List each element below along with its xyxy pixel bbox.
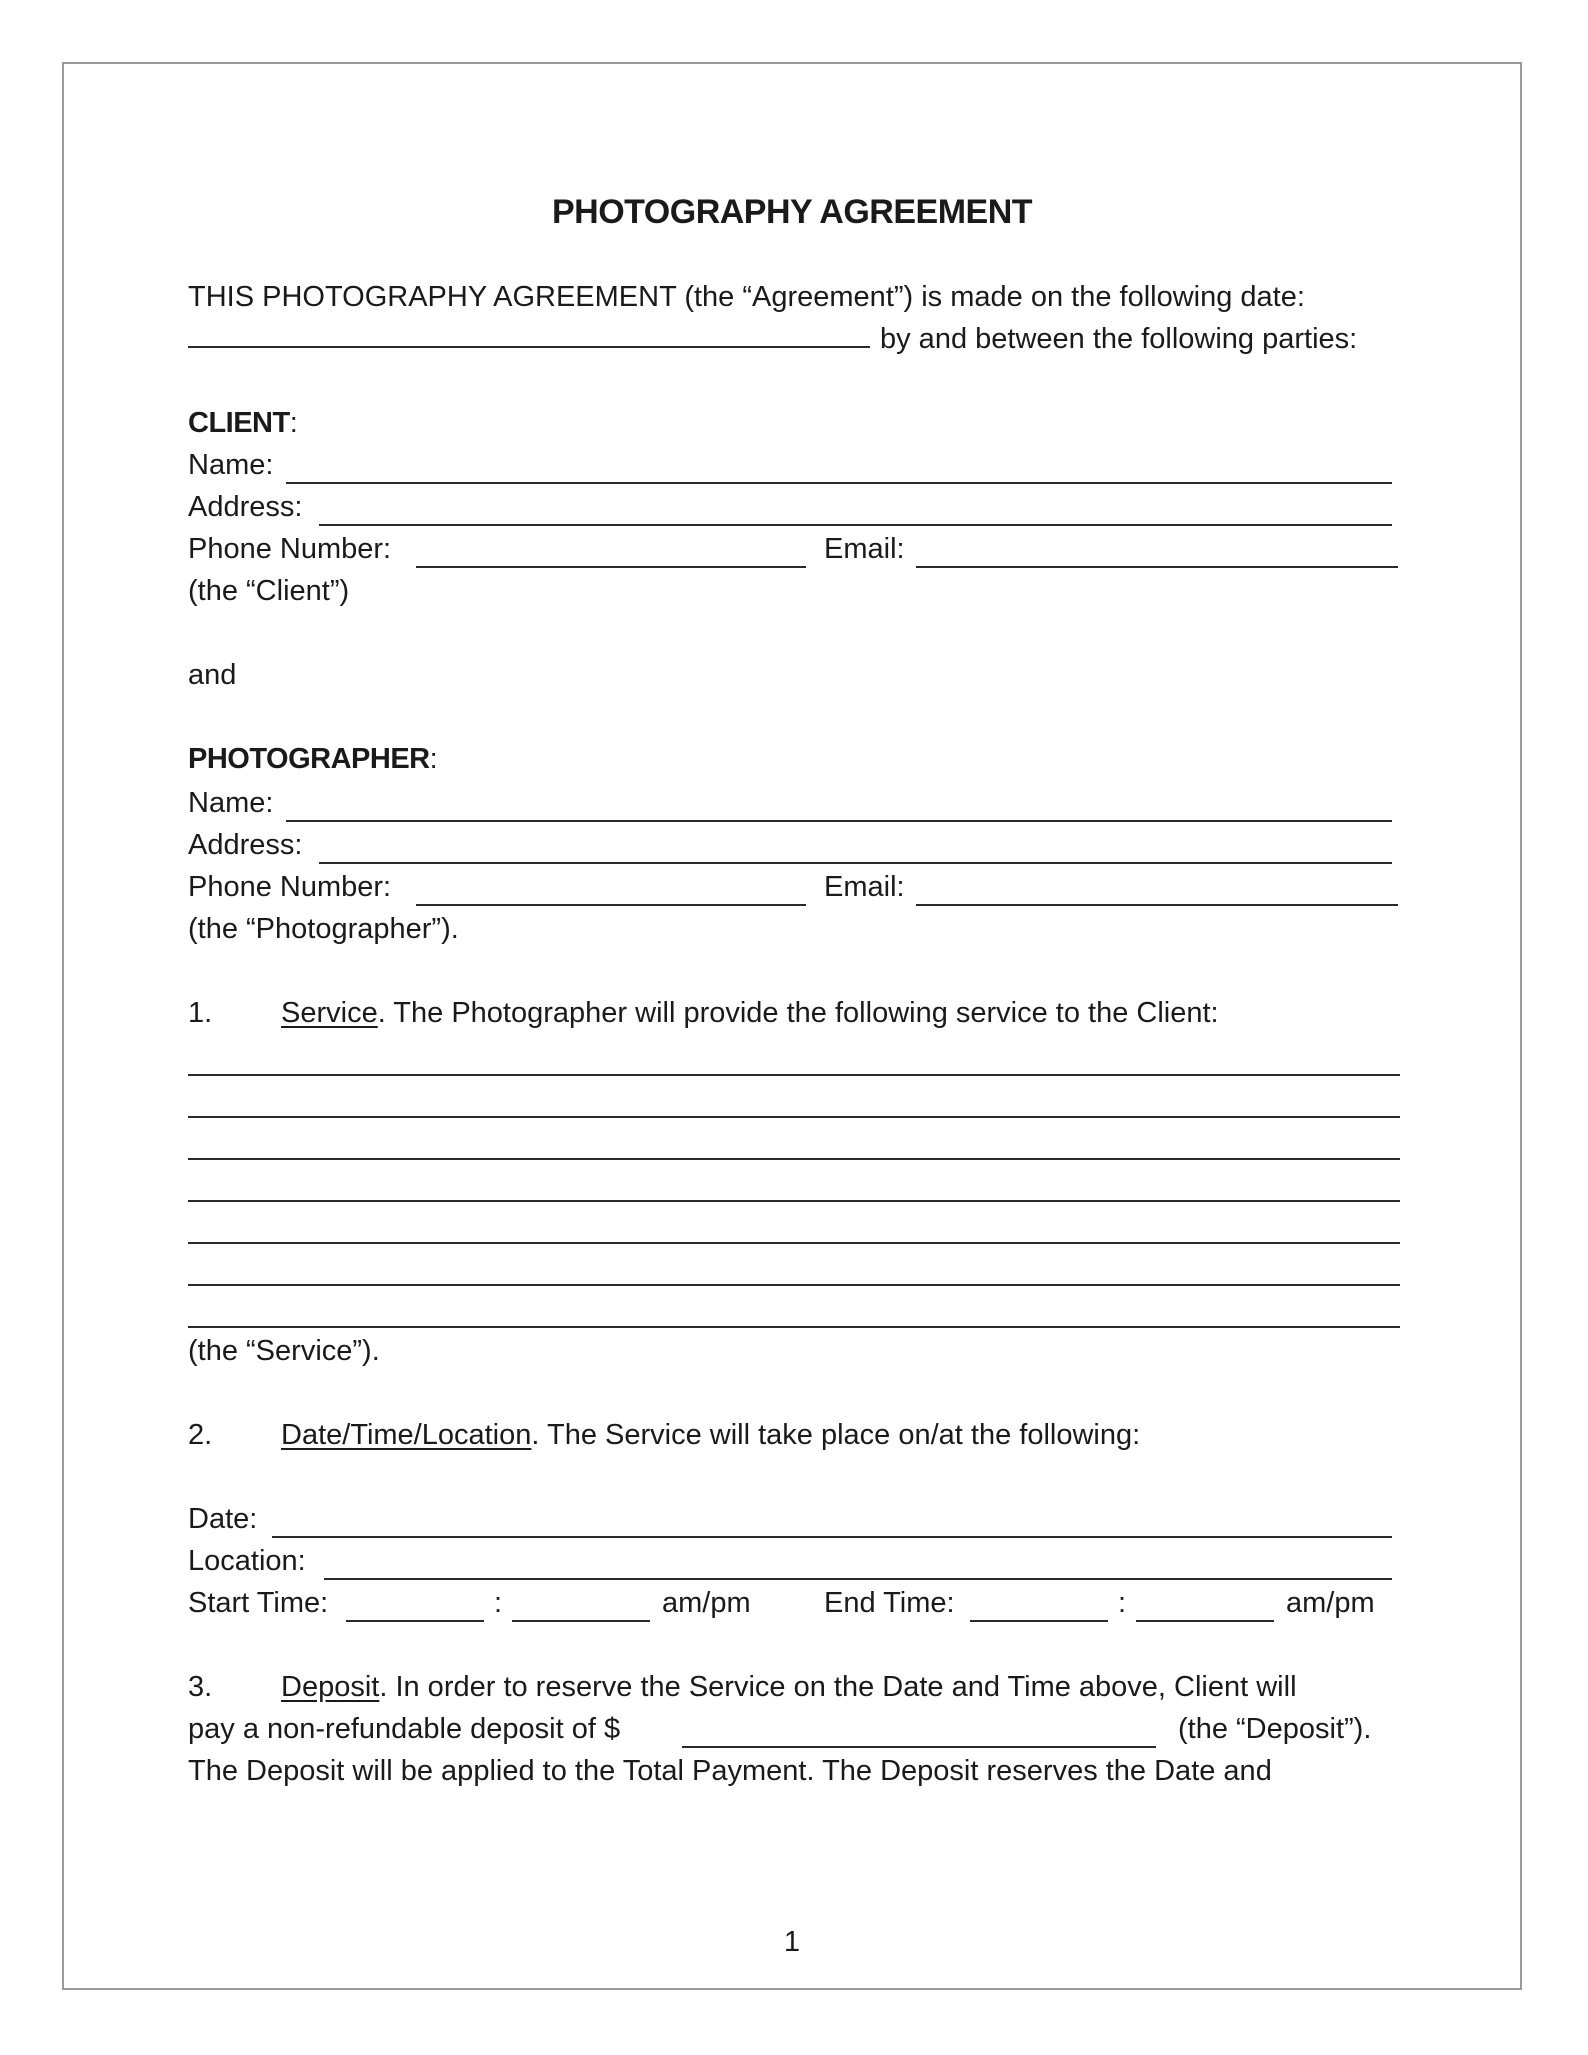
document-title: PHOTOGRAPHY AGREEMENT — [551, 193, 1033, 231]
photographer-email-label: Email: — [824, 871, 905, 903]
start-time-hour-field[interactable] — [346, 1620, 484, 1622]
client-heading: CLIENT: — [188, 407, 298, 439]
section-2-number: 2. — [188, 1419, 213, 1451]
agreement-date-field[interactable] — [188, 346, 870, 348]
photographer-phone-field[interactable] — [416, 904, 806, 906]
intro-text: THIS PHOTOGRAPHY AGREEMENT (the “Agreement”) is made on the following date: — [188, 281, 1305, 313]
client-name-field[interactable] — [286, 482, 1392, 484]
section-3-line-2a: pay a non-refundable deposit of $ — [188, 1713, 621, 1745]
start-time-ampm: am/pm — [662, 1587, 751, 1619]
service-date-field[interactable] — [272, 1536, 1392, 1538]
client-phone-label: Phone Number: — [188, 533, 392, 565]
start-time-colon: : — [494, 1587, 503, 1619]
photographer-heading: PHOTOGRAPHER: — [188, 743, 438, 775]
photographer-address-field[interactable] — [319, 862, 1392, 864]
photographer-defined-term: (the “Photographer”). — [188, 913, 459, 945]
client-address-field[interactable] — [319, 524, 1392, 526]
client-email-field[interactable] — [916, 566, 1398, 568]
client-name-label: Name: — [188, 449, 274, 481]
and-text: and — [188, 659, 237, 691]
start-time-minute-field[interactable] — [512, 1620, 650, 1622]
service-description-line[interactable] — [188, 1200, 1400, 1202]
section-3-line-3: The Deposit will be applied to the Total Payment. The Deposit reserves the Date and — [188, 1755, 1272, 1787]
page-number: 1 — [783, 1926, 801, 1958]
photographer-name-field[interactable] — [286, 820, 1392, 822]
end-time-ampm: am/pm — [1286, 1587, 1375, 1619]
photographer-email-field[interactable] — [916, 904, 1398, 906]
service-location-field[interactable] — [324, 1578, 1392, 1580]
intro-line-1 — [188, 280, 1400, 314]
end-time-colon: : — [1118, 1587, 1127, 1619]
start-time-label: Start Time: — [188, 1587, 329, 1619]
section-1-heading: Service — [281, 997, 378, 1029]
client-phone-field[interactable] — [416, 566, 806, 568]
service-description-line[interactable] — [188, 1074, 1400, 1076]
end-time-minute-field[interactable] — [1136, 1620, 1274, 1622]
service-description-line[interactable] — [188, 1116, 1400, 1118]
section-2-heading: Date/Time/Location — [281, 1419, 532, 1451]
section-3-line-1: Deposit. In order to reserve the Service on the Date and Time above, Client will — [281, 1671, 1297, 1703]
section-1-text: Service. The Photographer will provide the following service to the Client: — [281, 997, 1219, 1029]
end-time-hour-field[interactable] — [970, 1620, 1108, 1622]
photographer-address-label: Address: — [188, 829, 303, 861]
end-time-label: End Time: — [824, 1587, 955, 1619]
section-1-number: 1. — [188, 997, 213, 1029]
photographer-phone-label: Phone Number: — [188, 871, 392, 903]
section-3-heading: Deposit — [281, 1671, 380, 1703]
section-3-line-2b: (the “Deposit”). — [1178, 1713, 1372, 1745]
service-description-line[interactable] — [188, 1158, 1400, 1160]
document-page — [62, 62, 1522, 1990]
service-defined-term: (the “Service”). — [188, 1335, 380, 1367]
section-2-text: Date/Time/Location. The Service will take place on/at the following: — [281, 1419, 1141, 1451]
section-3-number: 3. — [188, 1671, 213, 1703]
client-defined-term: (the “Client”) — [188, 575, 350, 607]
service-date-label: Date: — [188, 1503, 258, 1535]
client-address-label: Address: — [188, 491, 303, 523]
client-email-label: Email: — [824, 533, 905, 565]
service-location-label: Location: — [188, 1545, 306, 1577]
intro-line-2-suffix: by and between the following parties: — [880, 323, 1358, 355]
service-description-line[interactable] — [188, 1284, 1400, 1286]
service-description-line[interactable] — [188, 1242, 1400, 1244]
service-description-line[interactable] — [188, 1326, 1400, 1328]
deposit-amount-field[interactable] — [682, 1746, 1156, 1748]
photographer-name-label: Name: — [188, 787, 274, 819]
